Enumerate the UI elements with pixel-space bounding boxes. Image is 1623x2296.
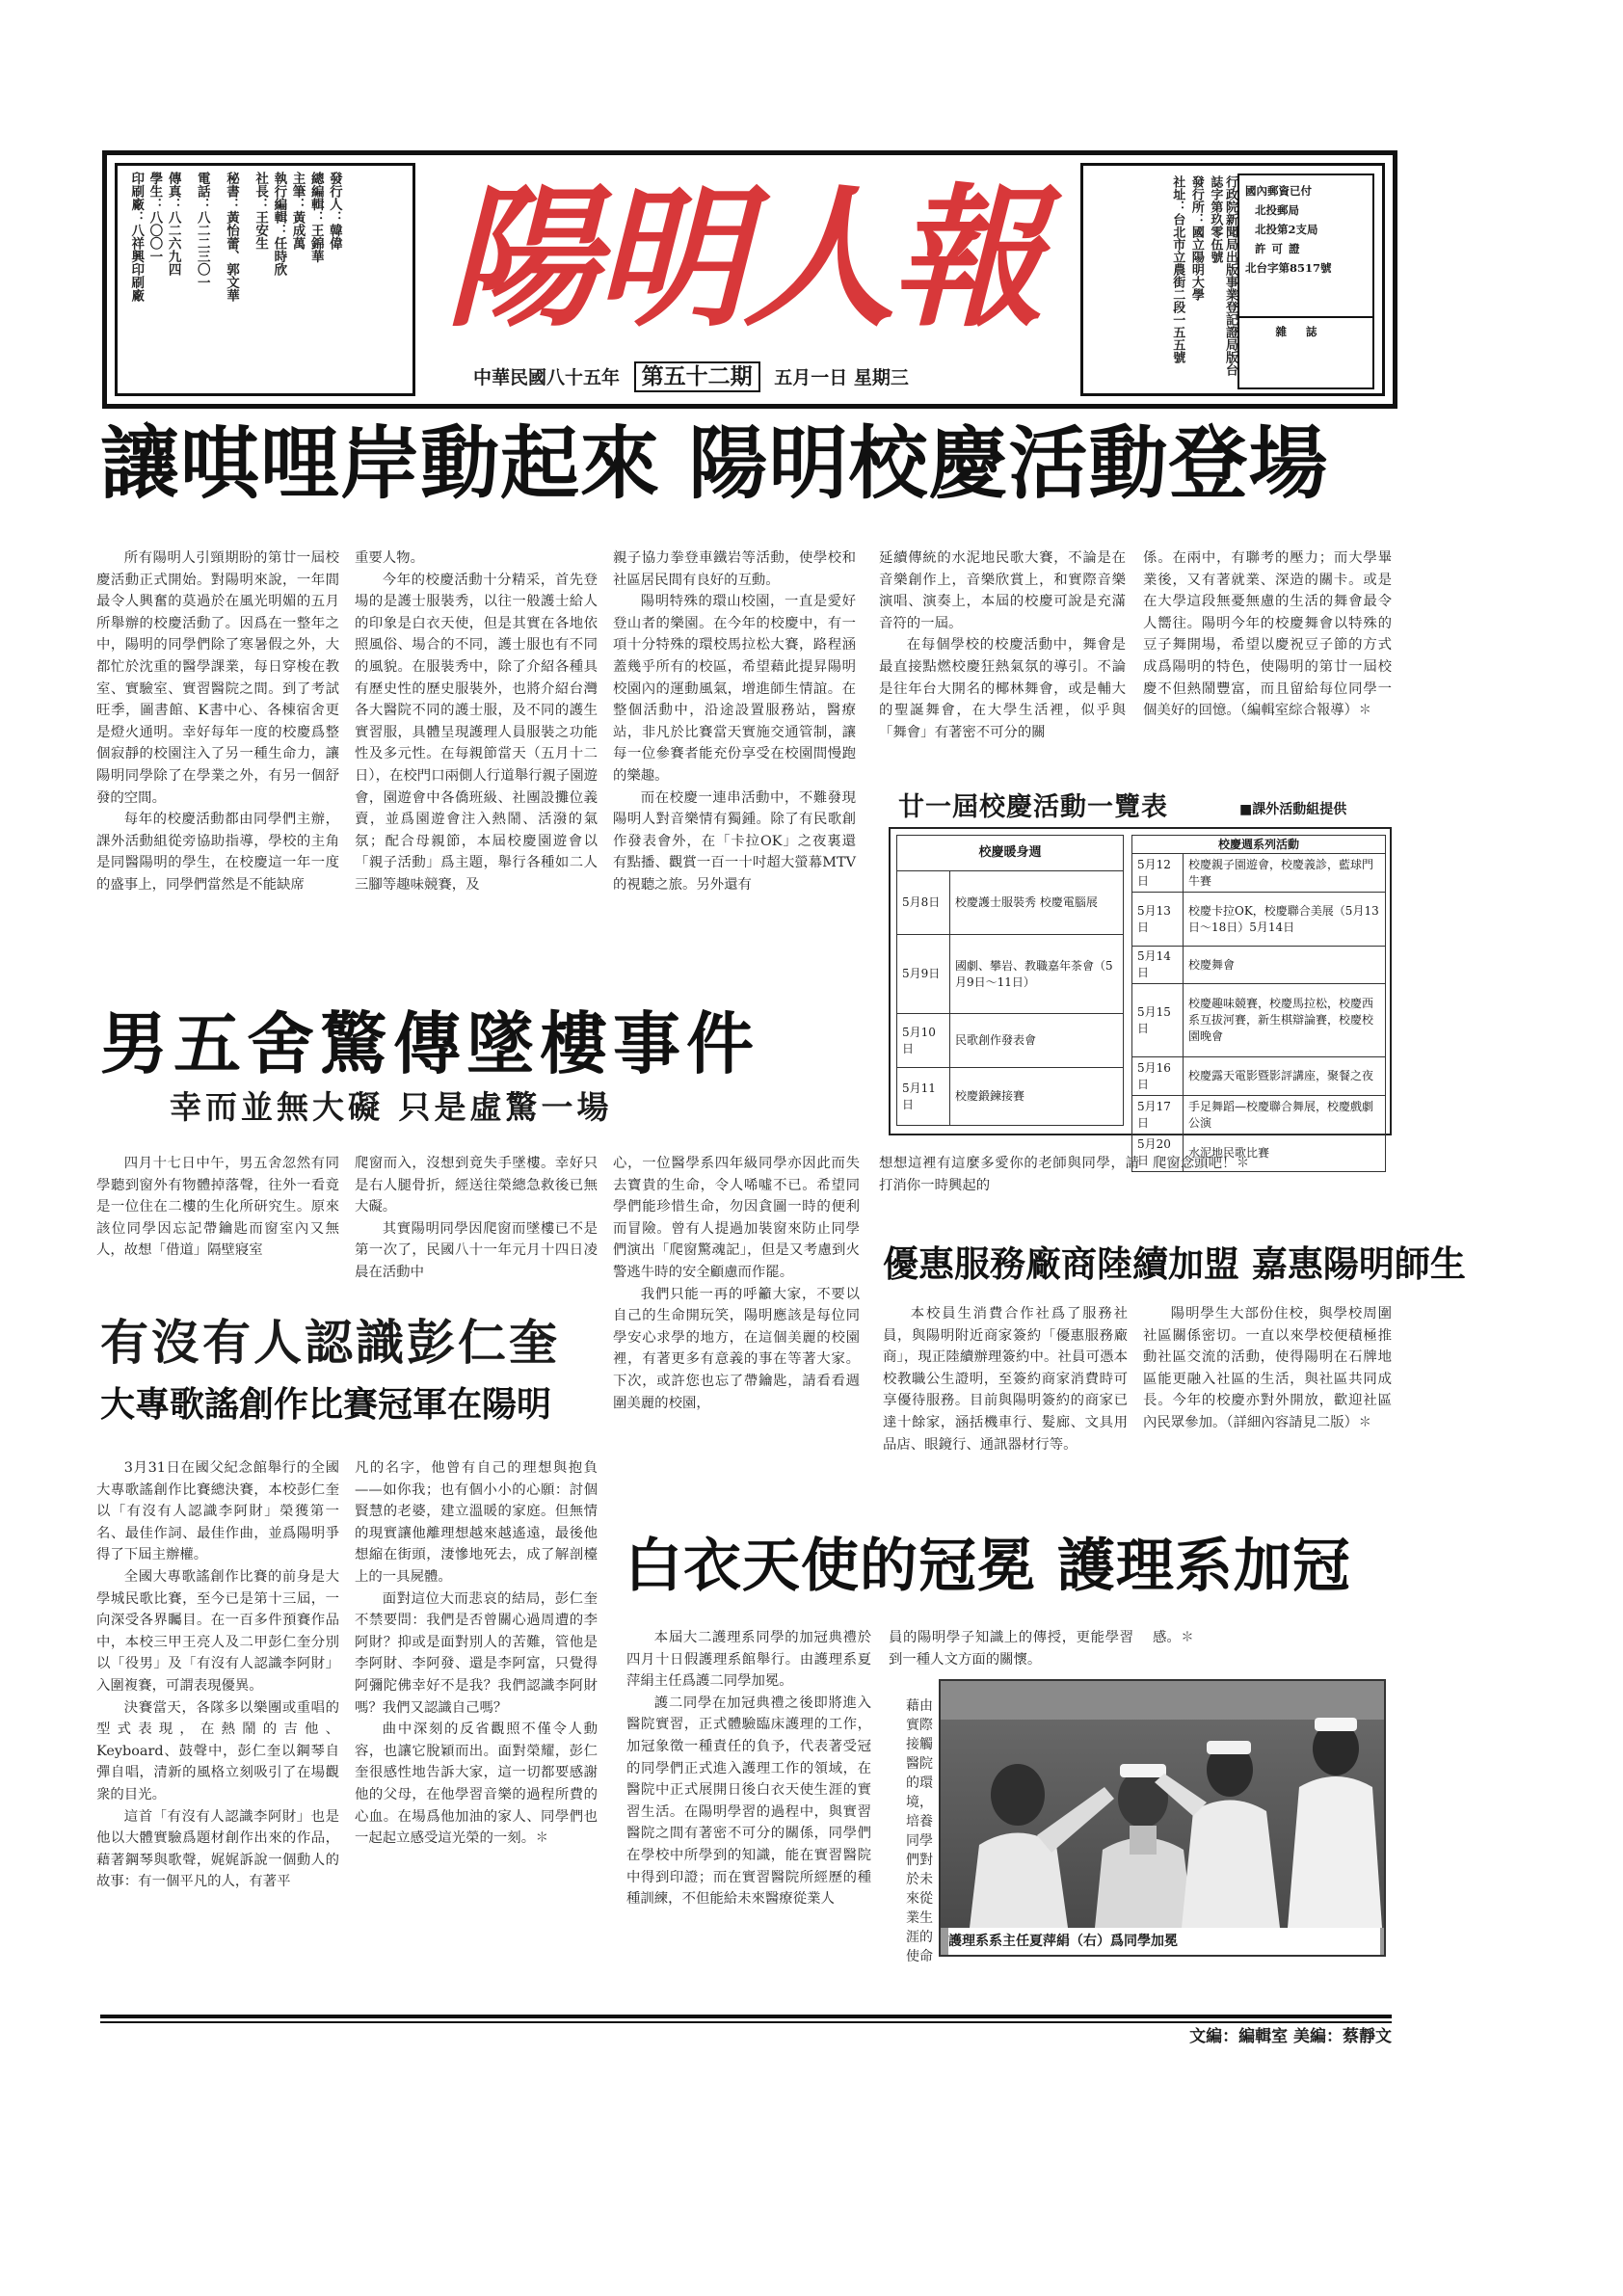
lead-paragraph: 重要人物。 [355, 550, 424, 566]
end-mark: ✽ [1358, 1414, 1372, 1430]
schedule-right-table [1131, 853, 1386, 1172]
staff-entry: 發行人：韓偉 [326, 172, 342, 250]
story4-paragraph: 面對這位大而悲哀的結局，彭仁奎不禁要問：我們是否曾關心過周遭的李阿財？抑或是面對別人的苦難，管他是李阿財、李阿發、還是李阿富，只覺得阿彌陀佛幸好不是我？我們認識李阿財嗎？我們又認識自己嗎？ [355, 1590, 598, 1716]
schedule-left [896, 835, 1124, 1128]
schedule-event: 校慶趣味競賽，校慶馬拉松，校慶西系互拔河賽，新生棋辯論賽，校慶校園晚會 [1184, 984, 1386, 1057]
story4-col-1 [96, 1457, 339, 1893]
staff-entry: 傳真：八二六九四 [165, 172, 181, 276]
schedule-date: 5月12日 [1132, 854, 1184, 893]
lead-paragraph: 係。在兩中，有聯考的壓力；而大學畢業後，又有著就業、深造的關卡。或是在大學這段無憂無慮的生活的舞會最令人嚮往。陽明今年的校慶舞會以特殊的豆子舞開場，希望以慶祝豆子節的方式成爲陽明的特色，使陽明的第廿一屆校慶不但熱鬧豐富，而且留給每位同學一個美好的回憶。（編輯室綜合報導）✽ [1143, 550, 1392, 719]
story5-col-2 [889, 1627, 1133, 1670]
story3-paragraph: 本校員生消費合作社爲了服務社員，與陽明附近商家簽約「優惠服務廠商」，現正陸續辦理簽約中。社員可憑本校教職公生證明，至簽約商家消費時可享優待服務。目前與陽明簽約的商家已達十餘家，涵括機車行、髮廊、文具用品店、眼鏡行、通訊器材行等。 [883, 1306, 1128, 1453]
staff-entry: 秘書：黃怡蕾、郭文華 [223, 172, 239, 302]
lead-col-1 [96, 547, 339, 896]
story4-paragraph: 全國大專歌謠創作比賽的前身是大學城民歌比賽，至今已是第十三屆，一向深受各界矚目。在一百多件預賽作品中，本校三甲王亮人及二甲彭仁奎分別以「役男」及「有沒有人認識李阿財」入圍複賽，可謂表現優異。 [96, 1568, 339, 1694]
story2-col-4 [879, 1153, 1139, 1196]
issue-date: 五月一日 星期三 [774, 367, 909, 388]
story5-col-1 [626, 1627, 871, 1910]
schedule-event: 民歌創作發表會 [950, 1014, 1124, 1068]
end-mark: ✽ [1236, 1156, 1250, 1171]
issue-line [473, 361, 1051, 394]
schedule-event: 手足舞蹈—校慶聯合舞展，校慶戲劇公演 [1184, 1096, 1386, 1135]
end-mark: ✽ [535, 1830, 549, 1847]
story4-headline: 有沒有人認識彭仁奎 [100, 1314, 560, 1371]
issue-year: 中華民國八十五年 [473, 367, 621, 388]
masthead [102, 150, 1397, 409]
schedule-event: 校慶親子園遊會，校慶義診，藍球門牛賽 [1184, 854, 1386, 893]
postal-line: 北投第2支局 [1255, 223, 1318, 236]
story2-paragraph: 四月十七日中午，男五舍忽然有同學聽到窗外有物體掉落聲，往外一看竟是一位住在二樓的生化所研究生。原來該位同學因忘記帶鑰匙而窗室內又無人，故想「借道」隔壁寢室 [96, 1156, 339, 1259]
schedule-right-header: 校慶週系列活動 [1131, 835, 1386, 853]
story2-paragraph: 我們只能一再的呼籲大家，不要以自己的生命開玩笑，陽明應該是每位同學安心求學的地方，在這個美麗的校園裡，有著更多有意義的事在等著大家。下次，或許您也忘了帶鑰匙，請看看週圍美麗的校園， [613, 1286, 860, 1411]
schedule-row [897, 935, 1124, 1014]
story4-paragraph: 這首「有沒有人認識李阿財」也是他以大體實驗爲題材創作出來的作品，藉著鋼琴與歌聲，娓娓訴說一個動人的故事：有一個平凡的人，有著平 [96, 1808, 339, 1890]
story4-col-2 [355, 1457, 598, 1850]
lead-col-3 [613, 547, 856, 896]
story4-paragraph: 3月31日在國父紀念館舉行的全國大專歌謠創作比賽總決賽，本校彭仁奎以「有沒有人認識李阿財」榮獲第一名、最佳作詞、最佳作曲，並爲陽明爭得了下屆主辦權。 [96, 1460, 339, 1563]
story4-subhead: 大專歌謠創作比賽冠軍在陽明 [100, 1385, 552, 1425]
story5-paragraph: 感。✽ [1153, 1630, 1195, 1645]
lead-paragraph: 而在校慶一連串活動中，不難發現陽明人對音樂情有獨鍾。除了有民歌創作發表會外，在「卡拉OK」之夜裏還有點播、觀賞一百一十吋超大螢幕MTV的視聽之旅。另外還有 [613, 789, 856, 893]
schedule-date: 5月13日 [1132, 893, 1184, 947]
lead-paragraph: 每年的校慶活動都由同學們主辦，課外活動組從旁協助指導，學校的主角是同醫陽明的學生，在校慶這一年一度的盛事上，同學們當然是不能缺席 [96, 812, 339, 893]
lead-paragraph: 所有陽明人引頸期盼的第廿一屆校慶活動正式開始。對陽明來說，一年間最令人興奮的莫過於在風光明媚的五月所舉辦的校慶活動了。因爲在一整年之中，陽明的同學們除了寒暑假之外，大都忙於沈重的醫學課業，每日穿梭在教室、實驗室、實習醫院之間。到了考試旺季，圖書館、K書中心、各棟宿舍更是燈火通明。幸好每年一度的校慶爲整個寂靜的校園注入了另一種生命力，讓陽明同學除了在學業之外，有另一個舒發的空間。 [96, 550, 339, 806]
staff-list [125, 172, 342, 389]
schedule-row [897, 1014, 1124, 1068]
footer-credit: 文編：編輯室 美編：蔡靜文 [1189, 2027, 1392, 2046]
lead-paragraph: 延續傳統的水泥地民歌大賽，不論是在音樂創作上，音樂欣賞上，和實際音樂演唱、演奏上，本屆的校慶可說是充滿音符的一屆。 [879, 550, 1126, 631]
schedule-event: 校慶鍛鍊接賽 [950, 1068, 1124, 1126]
schedule-date: 5月16日 [1132, 1057, 1184, 1096]
schedule-date: 5月15日 [1132, 984, 1184, 1057]
end-mark: ✽ [1180, 1630, 1195, 1645]
schedule-left-header: 校慶暖身週 [896, 835, 1124, 870]
newspaper-title: 陽明人報 [446, 170, 1040, 348]
staff-entry: 學生：八〇〇一 [146, 172, 163, 263]
schedule-row [1132, 854, 1386, 893]
story5-paragraph: 本屆大二護理系同學的加冠典禮於四月十日假護理系館舉行。由護理系夏萍絹主任爲護二同學加冕。 [626, 1630, 871, 1690]
postal-line: 許可證 [1255, 242, 1306, 255]
address-line: 社址：台北市立農街二段一五五號 [1170, 175, 1185, 363]
schedule-event: 水泥地民歌比賽 [1184, 1135, 1386, 1172]
schedule-event: 校慶護士服裝秀 校慶電腦展 [950, 871, 1124, 935]
staff-entry: 社長：王安生 [253, 172, 269, 250]
schedule-row [1132, 947, 1386, 984]
schedule-row [1132, 984, 1386, 1057]
story5-paragraph: 護二同學在加冠典禮之後即將進入醫院實習，正式體驗臨床護理的工作，加冠象徵一種責任的負予，代表著受冠的同學們正式進入護理工作的領域，在醫院中正式展開日後白衣天使生涯的實習生活。在陽明學習的過程中，與實習醫院之間有著密不可分的關係，同學們在學校中所學到的知識，能在實習醫院中得到印證；而在實習醫院所經歷的種種訓練，不但能給未來醫療從業人 [626, 1695, 871, 1908]
registration-text [1166, 175, 1237, 387]
schedule-date: 5月10日 [897, 1014, 950, 1068]
postal-box [1237, 174, 1374, 389]
staff-entry: 印刷廠：八祥興印刷廠 [128, 172, 145, 302]
story3-paragraph: 陽明學生大部份住校，與學校周圍社區關係密切。一直以來學校便積極推動社區交流的活動，使得陽明在石牌地區能更融入社區的生活，與社區共同成長。今年的校慶亦對外開放，歡迎社區內民眾參加。（詳細內容請見二版）✽ [1143, 1306, 1392, 1430]
schedule-date: 5月8日 [897, 871, 950, 935]
staff-entry: 電話：八二二三〇一 [194, 172, 210, 289]
footer-rule [100, 2021, 1392, 2023]
story4-paragraph: 決賽當天，各隊多以樂團或重唱的型式表現，在熱鬧的吉他、Keyboard、鼓聲中，彭仁奎以鋼琴自彈自唱，清新的風格立刻吸引了在場觀衆的目光。 [96, 1699, 339, 1802]
schedule-date: 5月9日 [897, 935, 950, 1014]
schedule-date: 5月20日 [1132, 1135, 1184, 1172]
schedule-event: 校慶舞會 [1184, 947, 1386, 984]
registration-box [1080, 163, 1385, 396]
story4-paragraph: 凡的名字，他曾有自己的理想與抱負——如你我；也有個小小的心願：討個賢慧的老婆，建立溫暖的家庭。但無情的現實讓他離理想越來越遙遠，最後他想縮在街頭，淒慘地死去，成了解剖檯上的一具屍體。 [355, 1460, 598, 1585]
lead-col-4 [879, 547, 1126, 743]
schedule-row [1132, 1096, 1386, 1135]
story5-col-3 [1153, 1627, 1230, 1649]
lead-paragraph: 今年的校慶活動十分精采，首先登場的是護士服裝秀，以往一般護士給人的印象是白衣天使，但是其實在各地依照風俗、場合的不同，護士服也有不同的風貌。在服裝秀中，除了介紹各種具有歷史性的歷史服裝外，也將介紹台灣各大醫院不同的護士服，及不同的護生實習服，具體呈現護理人員服裝之功能性及多元性。在每親節當天（五月十二日），在校門口兩側人行道舉行親子園遊會，園遊會中各僑班級、社團設攤位義賣，並爲園遊會注入熱鬧、活潑的氣氛；配合母親節，本屆校慶園遊會以「親子活動」爲主題，舉行各種如二人三腳等趣味競賽，及 [355, 572, 598, 893]
story2-col-1 [96, 1153, 339, 1262]
schedule-row [897, 1068, 1124, 1126]
postal-category: 雜誌 [1275, 325, 1337, 338]
schedule-date: 5月17日 [1132, 1096, 1184, 1135]
story5-paragraph: 員的陽明學子知識上的傳授，更能學習到一種人文方面的關懷。 [889, 1630, 1133, 1668]
lead-paragraph: 親子協力拳登車鐵岩等活動，使學校和社區居民間有良好的互動。 [613, 550, 856, 588]
footer-rule [100, 2015, 1392, 2018]
schedule-left-table [896, 870, 1124, 1126]
nursing-photo [939, 1679, 1386, 1957]
story5-side-col [906, 1696, 933, 1966]
story3-headline: 優惠服務廠商陸續加盟 嘉惠陽明師生 [883, 1243, 1466, 1285]
schedule-event: 校慶露天電影暨影評講座，聚餐之夜 [1184, 1057, 1386, 1096]
schedule-event: 校慶卡拉OK，校慶聯合美展（5月13日～18日）5月14日 [1184, 893, 1386, 947]
story2-paragraph: 其實陽明同學因爬窗而墜樓已不是第一次了，民國八十一年元月十四日凌晨在活動中 [355, 1220, 598, 1280]
lead-col-5 [1143, 547, 1392, 722]
schedule-row [1132, 1057, 1386, 1096]
story2-col-3 [613, 1153, 860, 1414]
staff-entry: 執行編輯：任時欣 [271, 172, 287, 276]
photo-caption: 護理系系主任夏萍絹（右）爲同學加冕 [948, 1928, 1380, 1955]
story2-paragraph: 心，一位醫學系四年級同學亦因此而失去寶貴的生命，令人唏噓不已。希望同學們能珍惜生命，勿因貪圖一時的便利而冒險。曾有人提過加裝窗來防止同學們演出「爬窗驚魂記」，但是又考慮到火警逃牛時的安全顧慮而作罷。 [613, 1156, 860, 1280]
story3-col-1 [883, 1303, 1128, 1455]
staff-entry: 總編輯：王錦華 [307, 172, 324, 263]
lead-headline: 讓唭哩岸動起來 陽明校慶活動登場 [100, 418, 1329, 510]
issue-number: 第五十二期 [634, 361, 760, 392]
lead-paragraph: 在每個學校的校慶活動中，舞會是最直接點燃校慶狂熱氣氛的導引。不論是往年台大開名的椰林舞會，或是輔大的聖誕舞會，在大學生活裡，似乎與「舞會」有著密不可分的關 [879, 637, 1126, 740]
schedule-date: 5月14日 [1132, 947, 1184, 984]
schedule-row [1132, 893, 1386, 947]
staff-entry: 主筆：黃成萬 [289, 172, 306, 250]
story2-col-5 [1153, 1153, 1384, 1175]
story3-col-2 [1143, 1303, 1392, 1434]
schedule-title: 廿一屆校慶活動一覽表 [898, 792, 1168, 822]
postal-line: 北台字第8517號 [1245, 261, 1332, 275]
schedule-row [897, 871, 1124, 935]
postal-line: 國內郵資已付 [1245, 184, 1312, 198]
story2-paragraph: 爬窗而入，沒想到竟失手墜樓。幸好只是右人腿骨折，經送往榮總急救後已無大礙。 [355, 1156, 598, 1215]
lead-col-2 [355, 547, 598, 896]
staff-box [115, 163, 415, 396]
story2-subhead: 幸而並無大礙 只是虛驚一場 [170, 1088, 613, 1126]
schedule-credit: ■課外活動組提供 [1239, 802, 1347, 817]
story5-headline: 白衣天使的冠冕 護理系加冠 [625, 1533, 1351, 1600]
story4-paragraph: 曲中深刻的反省觀照不僅令人動容，也讓它脫穎而出。面對榮耀，彭仁奎很感性地告訴大家，這一切都要感謝他的父母，在他學習音樂的過程所費的心血。在場爲他加油的家人、同學們也一起起立感受這光榮的一刻。✽ [355, 1722, 598, 1847]
story5-paragraph: 藉由實際接觸醫院的環境，培養同學們對於未來從業生涯的使命 [906, 1698, 933, 1964]
story2-paragraph: 想想這裡有這麼多愛你的老師與同學，請打消你一時興起的 [879, 1156, 1139, 1193]
story2-paragraph: 爬窗念頭吧！✽ [1153, 1156, 1250, 1171]
registration-line: 行政院新聞局出版事業登記證局版台誌字第玖零伍號 [1208, 175, 1237, 376]
lead-paragraph: 陽明特殊的環山校園，一直是愛好登山者的樂園。在今年的校慶中，有一項十分特殊的環校馬拉松大賽，路程涵蓋幾乎所有的校區，希望藉此提昇陽明校園內的運動風氣，增進師生情誼。在整個活動中，沿途設置服務站，醫療站，非凡於比賽當天實施交通管制，讓每一位參賽者能充份享受在校園間慢跑的樂趣。 [613, 594, 856, 784]
publisher-line: 發行所：國立陽明大學 [1188, 175, 1204, 301]
end-mark: ✽ [1358, 703, 1372, 719]
story2-col-2 [355, 1153, 598, 1284]
schedule-date: 5月11日 [897, 1068, 950, 1126]
story2-headline: 男五舍驚傳墜樓事件 [100, 1004, 759, 1083]
schedule-event: 國劇、攀岩、教職嘉年茶會（5月9日～11日） [950, 935, 1124, 1014]
capping-ceremony-image [941, 1681, 1384, 1928]
postal-line: 北投郵局 [1255, 203, 1299, 217]
